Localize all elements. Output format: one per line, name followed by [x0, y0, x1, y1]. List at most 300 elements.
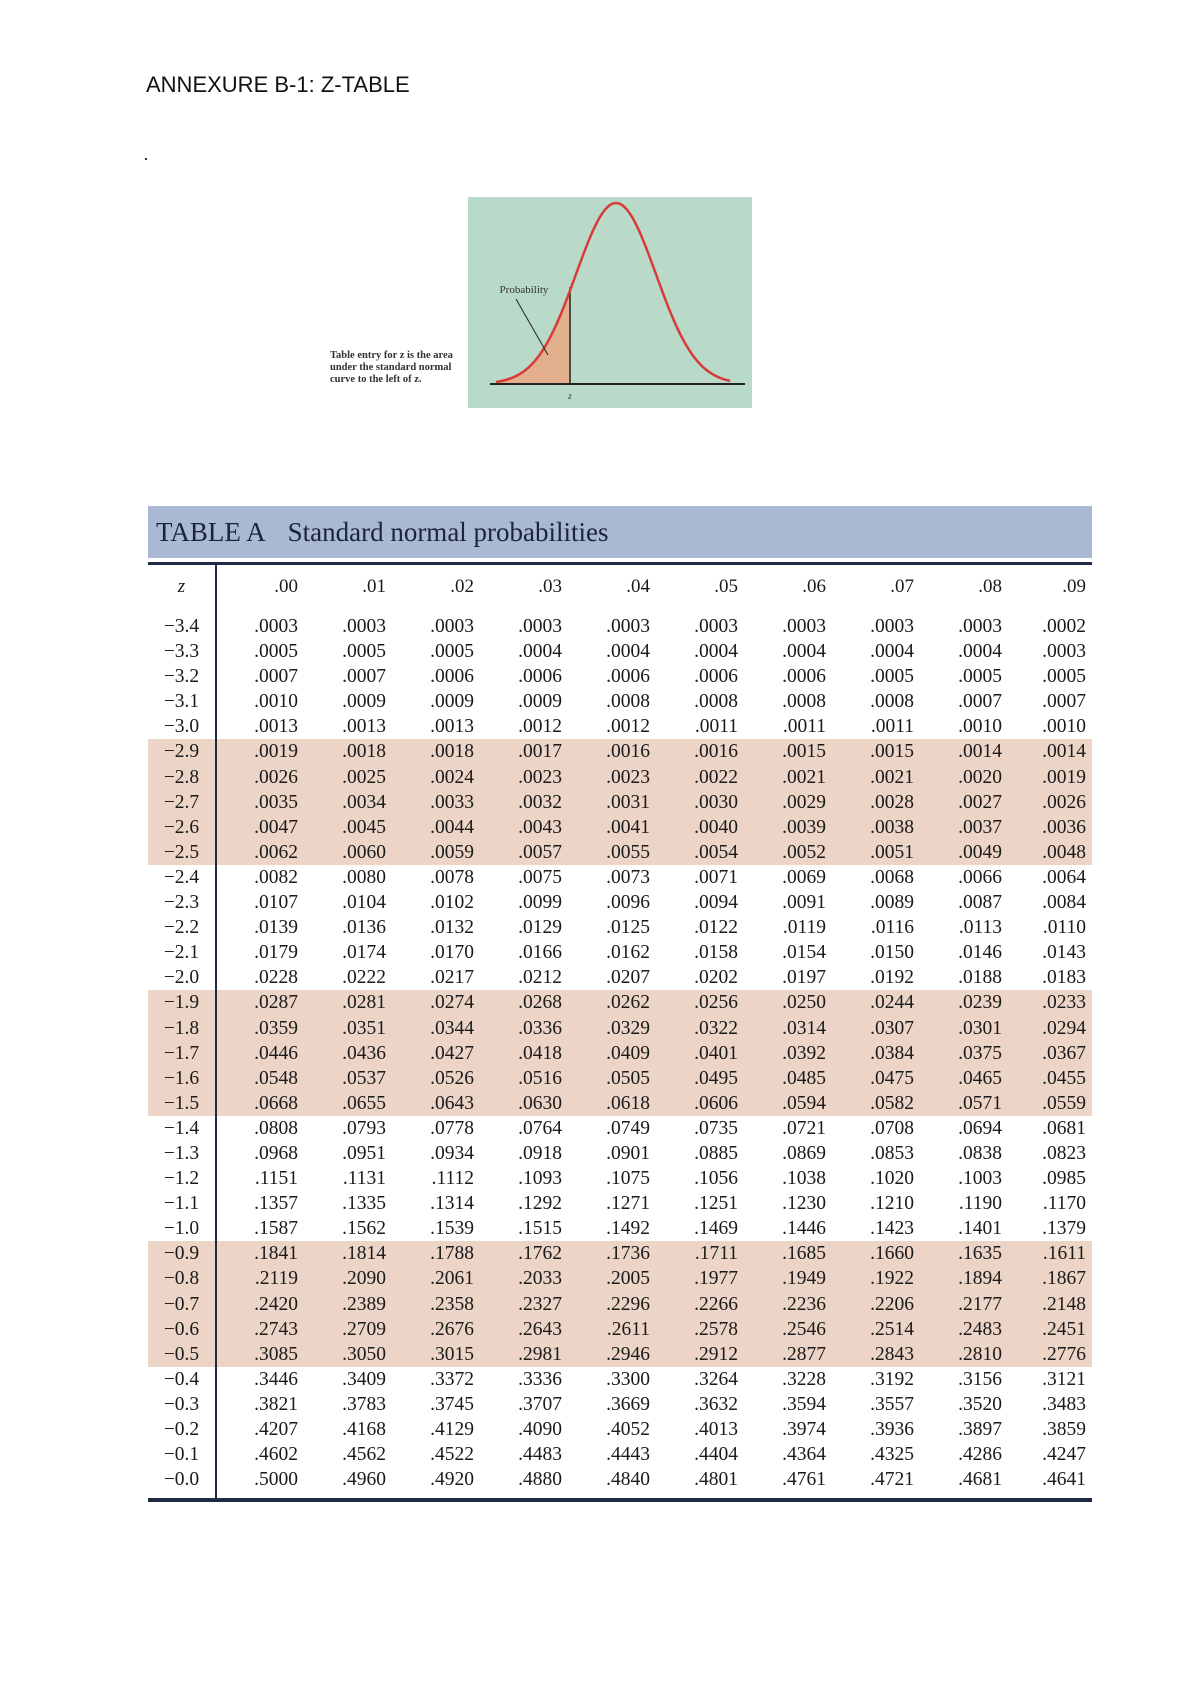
probability-cell: .2776	[1008, 1342, 1092, 1367]
normal-curve-figure	[468, 197, 752, 408]
probability-cell: .0004	[782, 641, 826, 663]
probability-cell: .0228	[254, 967, 298, 989]
z-value-cell: −0.5	[148, 1342, 216, 1367]
probability-cell: .0075	[518, 866, 562, 888]
z-value-cell: −1.3	[148, 1141, 216, 1166]
z-value-cell: −2.0	[148, 965, 216, 990]
z-value-cell: −3.3	[148, 639, 216, 664]
z-value-cell: −2.2	[148, 915, 216, 940]
probability-cell: .0694	[958, 1117, 1002, 1139]
probability-cell: .0150	[870, 942, 914, 964]
table-row	[148, 940, 1092, 965]
probability-cell: .0034	[304, 790, 392, 815]
probability-cell: .0113	[958, 917, 1002, 939]
probability-cell: .0071	[694, 866, 738, 888]
probability-cell: .0107	[254, 892, 298, 914]
probability-cell: .4325	[870, 1444, 914, 1466]
stray-dot	[145, 158, 147, 160]
probability-cell: .2148	[1008, 1292, 1092, 1317]
probability-cell: .1922	[832, 1266, 920, 1291]
table-row	[148, 739, 1092, 764]
table-row	[148, 765, 1092, 790]
probability-cell: .0094	[694, 892, 738, 914]
probability-cell: .3745	[430, 1393, 474, 1415]
probability-label: Probability	[499, 284, 549, 296]
probability-cell: .4052	[606, 1419, 650, 1440]
probability-cell: .0268	[480, 990, 568, 1015]
probability-cell: .0146	[958, 942, 1002, 964]
probability-cell: .3707	[518, 1393, 562, 1415]
table-row	[148, 1216, 1092, 1241]
probability-cell: .0885	[694, 1142, 738, 1164]
probability-cell: .0170	[430, 942, 474, 964]
probability-cell: .0548	[216, 1066, 304, 1091]
probability-cell: .0455	[1008, 1066, 1092, 1091]
z-table-body	[148, 608, 1092, 1498]
probability-cell: .0078	[430, 866, 474, 888]
probability-cell: .0013	[342, 716, 386, 738]
probability-cell: .0749	[606, 1117, 650, 1139]
table-row	[148, 714, 1092, 739]
probability-cell: .1949	[744, 1266, 832, 1291]
probability-cell: .0968	[254, 1142, 298, 1164]
probability-cell: .0901	[606, 1142, 650, 1164]
z-value-cell: −1.8	[148, 1016, 216, 1041]
probability-cell: .0010	[254, 691, 298, 713]
probability-cell: .0054	[656, 840, 744, 865]
probability-cell: .0287	[216, 990, 304, 1015]
probability-cell: .1170	[1042, 1193, 1086, 1215]
probability-cell: .0066	[958, 866, 1002, 888]
probability-cell: .1515	[518, 1218, 562, 1240]
probability-cell: .0427	[392, 1041, 480, 1066]
probability-cell: .3974	[782, 1419, 826, 1440]
probability-cell: .0017	[480, 739, 568, 764]
probability-cell: .0073	[606, 866, 650, 888]
probability-cell: .2981	[480, 1342, 568, 1367]
probability-cell: .4562	[342, 1444, 386, 1466]
probability-cell: .0064	[1042, 866, 1086, 888]
probability-cell: .4801	[694, 1469, 738, 1491]
z-value-cell: −2.6	[148, 815, 216, 840]
probability-cell: .1151	[254, 1168, 298, 1190]
column-header: .06	[802, 575, 826, 597]
probability-cell: .0038	[832, 815, 920, 840]
table-row	[148, 689, 1092, 714]
probability-cell: .1562	[342, 1218, 386, 1240]
probability-cell: .1894	[920, 1266, 1008, 1291]
probability-cell: .0166	[518, 942, 562, 964]
probability-cell: .2119	[216, 1266, 304, 1291]
probability-cell: .0537	[304, 1066, 392, 1091]
probability-cell: .0036	[1008, 815, 1092, 840]
table-row	[148, 1417, 1092, 1442]
probability-cell: .0039	[744, 815, 832, 840]
probability-cell: .3156	[958, 1368, 1002, 1390]
probability-cell: .0045	[304, 815, 392, 840]
probability-cell: .2420	[216, 1292, 304, 1317]
probability-cell: .1492	[606, 1218, 650, 1240]
z-value-cell: −2.3	[148, 890, 216, 915]
probability-cell: .1335	[342, 1193, 386, 1215]
z-value-cell: −0.0	[148, 1467, 216, 1498]
probability-cell: .1230	[782, 1193, 826, 1215]
probability-cell: .0838	[958, 1142, 1002, 1164]
probability-cell: .0125	[606, 917, 650, 939]
probability-cell: .0505	[568, 1066, 656, 1091]
probability-cell: .0004	[518, 641, 562, 663]
probability-cell: .3520	[958, 1393, 1002, 1415]
probability-cell: .0023	[568, 765, 656, 790]
probability-cell: .2483	[920, 1317, 1008, 1342]
probability-cell: .3121	[1042, 1368, 1086, 1390]
probability-cell: .0179	[254, 942, 298, 964]
probability-cell: .1977	[656, 1266, 744, 1291]
probability-cell: .1292	[518, 1193, 562, 1215]
probability-cell: .0735	[694, 1117, 738, 1139]
probability-cell: .4960	[342, 1469, 386, 1491]
probability-cell: .0040	[656, 815, 744, 840]
probability-cell: .1711	[656, 1241, 744, 1266]
probability-cell: .4090	[518, 1419, 562, 1440]
table-row	[148, 990, 1092, 1015]
probability-cell: .0401	[656, 1041, 744, 1066]
probability-cell: .0011	[694, 716, 738, 738]
probability-cell: .0010	[1042, 716, 1086, 738]
table-row	[148, 1191, 1092, 1216]
z-value-cell: −0.7	[148, 1292, 216, 1317]
table-row	[148, 790, 1092, 815]
probability-cell: .0104	[342, 892, 386, 914]
probability-cell: .2061	[392, 1266, 480, 1291]
z-axis-label: z	[568, 391, 572, 401]
probability-cell: .4247	[1042, 1444, 1086, 1466]
probability-cell: .4443	[606, 1444, 650, 1466]
probability-cell: .1423	[870, 1218, 914, 1240]
probability-cell: .0869	[782, 1142, 826, 1164]
z-table	[148, 506, 1092, 1502]
z-value-cell: −2.9	[148, 739, 216, 764]
probability-cell: .1112	[431, 1168, 474, 1190]
probability-cell: .0003	[782, 616, 826, 637]
probability-cell: .0029	[744, 790, 832, 815]
probability-cell: .0778	[430, 1117, 474, 1139]
probability-cell: .3557	[870, 1393, 914, 1415]
probability-cell: .3264	[694, 1368, 738, 1390]
probability-cell: .4013	[694, 1419, 738, 1440]
probability-cell: .0008	[870, 691, 914, 713]
table-bottom-rule	[148, 1498, 1092, 1502]
probability-cell: .3897	[958, 1419, 1002, 1440]
probability-cell: .0003	[518, 616, 562, 637]
probability-cell: .0024	[392, 765, 480, 790]
probability-cell: .0322	[656, 1016, 744, 1041]
probability-cell: .2810	[920, 1342, 1008, 1367]
table-title-label: TABLE A	[156, 516, 266, 547]
probability-cell: .4207	[254, 1419, 298, 1440]
probability-cell: .1075	[606, 1168, 650, 1190]
probability-cell: .0003	[254, 616, 298, 637]
table-row	[148, 1016, 1092, 1041]
probability-cell: .0018	[392, 739, 480, 764]
probability-cell: .0102	[430, 892, 474, 914]
probability-cell: .4920	[430, 1469, 474, 1491]
probability-cell: .0384	[832, 1041, 920, 1066]
probability-cell: .2005	[568, 1266, 656, 1291]
probability-cell: .2451	[1008, 1317, 1092, 1342]
z-value-cell: −2.7	[148, 790, 216, 815]
probability-cell: .2296	[568, 1292, 656, 1317]
probability-cell: .3336	[518, 1368, 562, 1390]
probability-cell: .2514	[832, 1317, 920, 1342]
table-header-row	[148, 565, 1092, 608]
probability-cell: .0030	[656, 790, 744, 815]
probability-cell: .0087	[958, 892, 1002, 914]
probability-cell: .1762	[480, 1241, 568, 1266]
probability-cell: .0233	[1008, 990, 1092, 1015]
probability-cell: .0495	[656, 1066, 744, 1091]
probability-cell: .0084	[1042, 892, 1086, 914]
probability-cell: .0025	[304, 765, 392, 790]
probability-cell: .0294	[1008, 1016, 1092, 1041]
z-value-cell: −1.1	[148, 1191, 216, 1216]
table-row	[148, 1292, 1092, 1317]
probability-cell: .1038	[782, 1168, 826, 1190]
probability-cell: .0192	[870, 967, 914, 989]
probability-cell: .3669	[606, 1393, 650, 1415]
probability-cell: .0003	[1042, 641, 1086, 663]
probability-cell: .3372	[430, 1368, 474, 1390]
probability-cell: .0655	[304, 1091, 392, 1116]
probability-cell: .0465	[920, 1066, 1008, 1091]
probability-cell: .3409	[342, 1368, 386, 1390]
probability-cell: .0096	[606, 892, 650, 914]
probability-cell: .2090	[304, 1266, 392, 1291]
table-row	[148, 1091, 1092, 1116]
z-value-cell: −1.5	[148, 1091, 216, 1116]
column-header: .07	[890, 575, 914, 597]
table-row	[148, 965, 1092, 990]
probability-cell: .2643	[480, 1317, 568, 1342]
probability-cell: .0256	[656, 990, 744, 1015]
probability-cell: .0003	[694, 616, 738, 637]
normal-curve-graphic	[468, 197, 752, 408]
z-value-cell: −3.2	[148, 664, 216, 689]
probability-cell: .0003	[430, 616, 474, 637]
table-row	[148, 1141, 1092, 1166]
table-row	[148, 1467, 1092, 1498]
probability-cell: .0060	[304, 840, 392, 865]
probability-cell: .3483	[1042, 1393, 1086, 1415]
probability-cell: .0006	[694, 666, 738, 688]
probability-cell: .2709	[304, 1317, 392, 1342]
table-row	[148, 865, 1092, 890]
probability-cell: .4286	[958, 1444, 1002, 1466]
probability-cell: .0007	[254, 666, 298, 688]
table-row	[148, 1392, 1092, 1417]
probability-cell: .1093	[518, 1168, 562, 1190]
probability-cell: .4840	[606, 1469, 650, 1491]
probability-cell: .0207	[606, 967, 650, 989]
probability-cell: .0015	[832, 739, 920, 764]
probability-cell: .0047	[216, 815, 304, 840]
probability-cell: .0582	[832, 1091, 920, 1116]
table-row	[148, 1367, 1092, 1392]
probability-cell: .1190	[958, 1193, 1002, 1215]
probability-cell: .0008	[606, 691, 650, 713]
probability-cell: .2676	[392, 1317, 480, 1342]
probability-cell: .0934	[430, 1142, 474, 1164]
probability-cell: .3192	[870, 1368, 914, 1390]
probability-cell: .0630	[480, 1091, 568, 1116]
probability-cell: .0091	[782, 892, 826, 914]
probability-cell: .0485	[744, 1066, 832, 1091]
probability-cell: .0007	[958, 691, 1002, 713]
column-header: .02	[450, 575, 474, 597]
probability-cell: .0007	[1042, 691, 1086, 713]
probability-cell: .1611	[1008, 1241, 1092, 1266]
probability-cell: .0019	[216, 739, 304, 764]
probability-cell: .0188	[958, 967, 1002, 989]
probability-cell: .1469	[694, 1218, 738, 1240]
document-heading: ANNEXURE B-1: Z-TABLE	[146, 72, 410, 97]
probability-cell: .4721	[870, 1469, 914, 1491]
z-value-cell: −2.1	[148, 940, 216, 965]
probability-cell: .0008	[694, 691, 738, 713]
probability-cell: .0951	[342, 1142, 386, 1164]
probability-cell: .0336	[480, 1016, 568, 1041]
probability-cell: .0793	[342, 1117, 386, 1139]
probability-cell: .0808	[254, 1117, 298, 1139]
z-value-cell: −0.9	[148, 1241, 216, 1266]
probability-cell: .0006	[606, 666, 650, 688]
probability-cell: .3228	[782, 1368, 826, 1390]
probability-cell: .0004	[694, 641, 738, 663]
table-row	[148, 1317, 1092, 1342]
probability-cell: .0262	[568, 990, 656, 1015]
probability-cell: .1314	[430, 1193, 474, 1215]
probability-cell: .0212	[518, 967, 562, 989]
probability-cell: .0022	[656, 765, 744, 790]
probability-cell: .4522	[430, 1444, 474, 1466]
probability-cell: .0082	[254, 866, 298, 888]
probability-cell: .2266	[656, 1292, 744, 1317]
probability-cell: .0721	[782, 1117, 826, 1139]
column-header: .03	[538, 575, 562, 597]
z-value-cell: −3.0	[148, 714, 216, 739]
probability-cell: .0823	[1042, 1142, 1086, 1164]
figure-caption: Table entry for z is the area under the standard normal curve to the left of z.	[330, 350, 453, 385]
z-value-cell: −0.8	[148, 1266, 216, 1291]
probability-cell: .0012	[518, 716, 562, 738]
probability-cell: .1841	[216, 1241, 304, 1266]
probability-cell: .0764	[518, 1117, 562, 1139]
probability-cell: .1814	[304, 1241, 392, 1266]
probability-cell: .0012	[606, 716, 650, 738]
probability-cell: .0475	[832, 1066, 920, 1091]
probability-cell: .0006	[518, 666, 562, 688]
column-header: .04	[626, 575, 650, 597]
table-row	[148, 840, 1092, 865]
probability-cell: .0559	[1008, 1091, 1092, 1116]
probability-cell: .0274	[392, 990, 480, 1015]
probability-cell: .1685	[744, 1241, 832, 1266]
column-header: .05	[714, 575, 738, 597]
probability-cell: .1379	[1042, 1218, 1086, 1240]
table-row	[148, 1241, 1092, 1266]
probability-cell: .5000	[254, 1469, 298, 1491]
probability-cell: .1587	[254, 1218, 298, 1240]
table-row	[148, 915, 1092, 940]
probability-cell: .0174	[342, 942, 386, 964]
probability-cell: .2358	[392, 1292, 480, 1317]
probability-cell: .0021	[832, 765, 920, 790]
table-row	[148, 608, 1092, 639]
probability-cell: .0016	[568, 739, 656, 764]
probability-cell: .0003	[870, 616, 914, 637]
probability-cell: .0002	[1042, 616, 1086, 637]
table-title-bar	[148, 506, 1092, 558]
probability-cell: .2877	[744, 1342, 832, 1367]
probability-cell: .0080	[342, 866, 386, 888]
probability-cell: .0329	[568, 1016, 656, 1041]
probability-cell: .0089	[870, 892, 914, 914]
probability-cell: .1788	[392, 1241, 480, 1266]
probability-cell: .0202	[694, 967, 738, 989]
probability-cell: .2206	[832, 1292, 920, 1317]
table-title-text: Standard normal probabilities	[287, 516, 609, 547]
figure-background	[468, 197, 752, 408]
z-value-cell: −1.9	[148, 990, 216, 1015]
probability-cell: .0119	[782, 917, 826, 939]
probability-cell: .0008	[782, 691, 826, 713]
table-row	[148, 890, 1092, 915]
z-value-cell: −3.1	[148, 689, 216, 714]
probability-cell: .0020	[920, 765, 1008, 790]
probability-cell: .0014	[1008, 739, 1092, 764]
probability-cell: .2946	[568, 1342, 656, 1367]
probability-cell: .0314	[744, 1016, 832, 1041]
probability-cell: .1401	[958, 1218, 1002, 1240]
probability-cell: .0129	[518, 917, 562, 939]
probability-cell: .0010	[958, 716, 1002, 738]
table-row	[148, 1342, 1092, 1367]
probability-cell: .3594	[782, 1393, 826, 1415]
probability-cell: .0005	[1042, 666, 1086, 688]
probability-cell: .3859	[1042, 1419, 1086, 1440]
z-value-cell: −2.4	[148, 865, 216, 890]
probability-cell: .0003	[958, 616, 1002, 637]
probability-cell: .2578	[656, 1317, 744, 1342]
probability-cell: .0606	[656, 1091, 744, 1116]
probability-cell: .0436	[304, 1041, 392, 1066]
probability-cell: .0643	[392, 1091, 480, 1116]
probability-cell: .0021	[744, 765, 832, 790]
probability-cell: .0003	[606, 616, 650, 637]
probability-cell: .0026	[216, 765, 304, 790]
probability-cell: .0023	[480, 765, 568, 790]
probability-cell: .0158	[694, 942, 738, 964]
probability-cell: .0009	[518, 691, 562, 713]
probability-cell: .0516	[480, 1066, 568, 1091]
probability-cell: .1003	[958, 1168, 1002, 1190]
probability-cell: .2912	[656, 1342, 744, 1367]
probability-cell: .4681	[958, 1469, 1002, 1491]
probability-cell: .0004	[870, 641, 914, 663]
probability-cell: .1251	[694, 1193, 738, 1215]
probability-cell: .0344	[392, 1016, 480, 1041]
probability-cell: .1210	[870, 1193, 914, 1215]
